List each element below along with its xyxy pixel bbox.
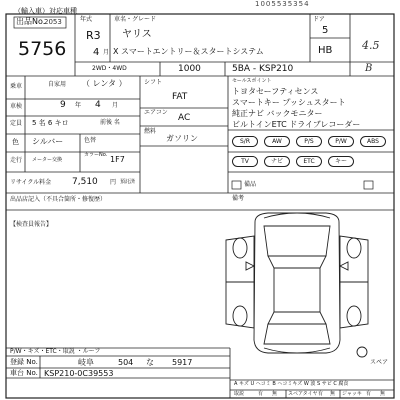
vehicle-name: ヤリス <box>122 29 152 40</box>
notes-label: 備考 <box>232 195 245 202</box>
sales-point-4: ビルトインETC ドライブレコーダー <box>232 120 361 129</box>
fuel-label: 燃料 <box>144 128 157 135</box>
shift-value: FAT <box>172 92 188 102</box>
lot-number: 5756 <box>18 38 67 60</box>
legend-jack-yes: 有 <box>366 391 372 397</box>
color-code: 1F7 <box>110 155 125 164</box>
year-month: 4 <box>93 47 100 58</box>
mileage-label: 走行 <box>10 157 23 164</box>
fuel-value: ガソリン <box>166 134 198 143</box>
header-subtitle: （輸入車）対応車種 <box>14 7 77 15</box>
inspection-month: 4 <box>95 100 101 110</box>
capacity-options: 前後 名 <box>100 119 120 126</box>
lot-label: 出品No. <box>16 17 46 26</box>
recycle-unit: 円 <box>110 179 117 186</box>
legend-spare-no: 無 <box>330 391 336 397</box>
usage-value: （ レンタ ） <box>82 79 127 88</box>
spare-label: スペア <box>370 359 389 366</box>
color-change-label: 色替 <box>84 137 97 144</box>
interior-grade: B <box>365 63 373 74</box>
legend-manual-no: 無 <box>272 391 278 397</box>
option-key: キー <box>328 156 354 167</box>
plate-region: 岐阜 <box>78 358 94 367</box>
vehicle-grade: X スマートエントリー＆スタートシステム <box>113 47 264 56</box>
option-tv: TV <box>232 156 258 167</box>
plate-class: 504 <box>118 358 134 367</box>
inspection-label: 車検 <box>10 103 23 110</box>
usage-options: 自家用 <box>48 81 67 88</box>
sales-point-3: 純正ナビ バックモニター <box>232 109 323 118</box>
option-alloy-wheels: AW <box>264 136 290 147</box>
drive-type: 2WD・4WD <box>92 65 127 72</box>
meter-change-label: メーター交換 <box>32 157 63 163</box>
year-label: 年式 <box>80 16 93 23</box>
sales-points-label: セールスポイント <box>232 78 272 84</box>
model-code: 5BA - KSP210 <box>232 64 294 74</box>
ac-value: AC <box>178 113 191 123</box>
recycle-label: リサイクル料金 <box>10 179 52 186</box>
inspector-label: 【検査員報告】 <box>10 221 53 228</box>
name-grade-label: 車名・グレード <box>114 16 157 23</box>
recycle-note: 預託済 <box>120 179 136 185</box>
displacement: 1000 <box>178 64 201 74</box>
color-no-label: カラーNo. <box>84 152 108 158</box>
year-era: R3 <box>86 29 101 42</box>
plate-number: 5917 <box>172 358 193 367</box>
lot-stamp: 2053 <box>44 18 62 26</box>
legend-jack-label: ジャッキ <box>342 391 362 397</box>
usage-label: 乗車 <box>10 83 23 90</box>
ac-label: エアコン <box>144 109 168 116</box>
car-diagram <box>226 213 368 357</box>
option-etc: ETC <box>296 156 322 167</box>
option-abs: ABS <box>360 136 386 147</box>
equipment-row: P/W・キズ・ETC・取説 ・ルーフ <box>10 348 101 355</box>
evaluation-score: 4.5 <box>362 39 380 52</box>
shift-label: シフト <box>144 79 163 86</box>
option-sunroof: S/R <box>232 136 258 147</box>
header-top-text: 1005535354 <box>255 0 310 8</box>
sales-point-1: トヨタセーフティセンス <box>232 87 319 96</box>
option-power-steering: P/S <box>296 136 322 147</box>
chassis-label: 車台 No. <box>10 369 38 377</box>
body-type: HB <box>318 45 333 56</box>
chassis-number: KSP210-0C39553 <box>44 369 114 378</box>
inspection-month-unit: 月 <box>112 102 119 109</box>
option-power-windows: P/W <box>328 136 354 147</box>
inspection-year-unit: 年 <box>75 102 82 109</box>
door-count: 5 <box>322 25 329 36</box>
door-label: ドア <box>313 16 325 23</box>
option-navi: ナビ <box>264 156 290 167</box>
color-value: シルバー <box>32 137 64 146</box>
inspection-notes-label: 出品店記入（不具合箇所・修復歴） <box>10 196 107 203</box>
legend-spare-label: スペアタイヤ <box>288 391 318 397</box>
recycle-value: 7,510 <box>72 177 98 187</box>
sales-point-2: スマートキー プッシュスタート <box>232 98 346 107</box>
color-label: 色 <box>12 138 19 146</box>
legend-manual-label: 取説 <box>234 391 245 397</box>
legend-manual-yes: 有 <box>258 391 264 397</box>
capacity-label: 定員 <box>10 120 23 127</box>
plate-label: 登録 No. <box>10 358 38 366</box>
inspection-year: 9 <box>60 100 66 110</box>
legend-jack-no: 無 <box>380 391 386 397</box>
year-month-unit: 月 <box>103 49 110 56</box>
capacity-value: 5 名 6 キロ <box>32 119 69 127</box>
legend-spare-yes: 有 <box>318 391 324 397</box>
extra-label: 備品 <box>244 181 257 188</box>
damage-legend: A キズ U ヘコミ B ヘコミキズ W 波 S サビ C 腐食 <box>234 381 349 387</box>
plate-kana: な <box>146 358 154 367</box>
